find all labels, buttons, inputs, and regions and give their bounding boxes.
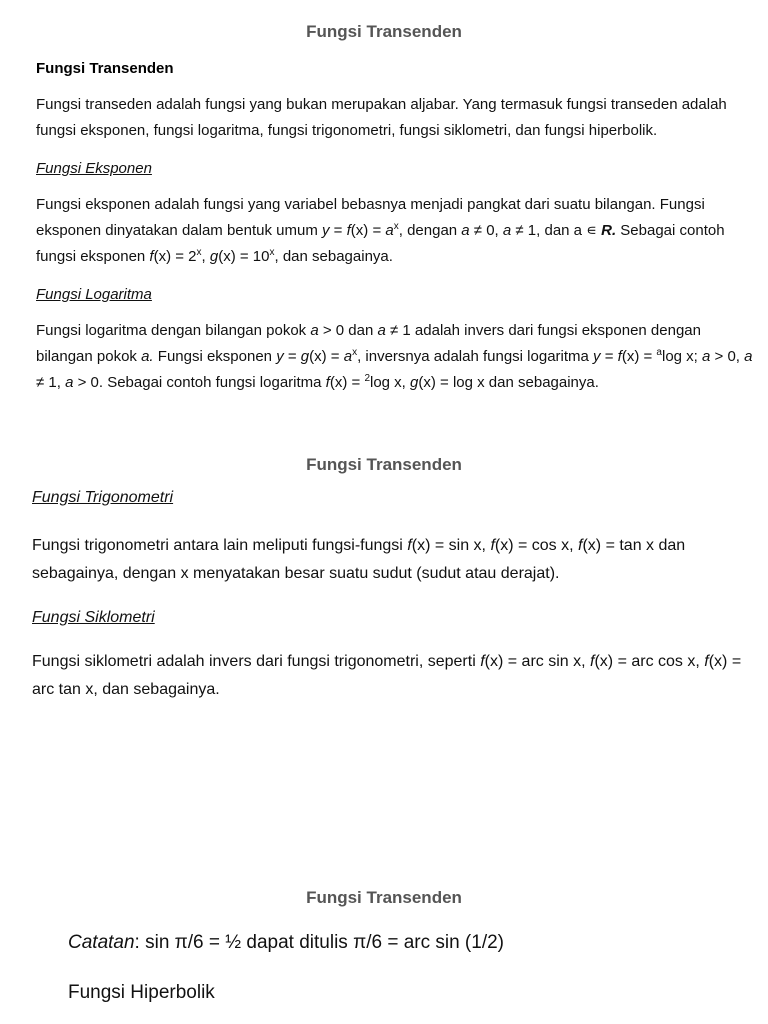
eksponen-subheading: Fungsi Eksponen (36, 160, 152, 177)
hiperbolik-heading: Fungsi Hiperbolik (68, 982, 215, 1003)
section-heading: Fungsi Transenden (36, 60, 174, 77)
intro-paragraph: Fungsi transeden adalah fungsi yang bukan merupakan aljabar. Yang termasuk fungsi transeden adalah fungsi eksponen, fungsi logaritma, fungsi trigonometri, fungsi siklometri, dan fungsi hiperbolik. (36, 96, 727, 139)
trigonometri-subheading: Fungsi Trigonometri (32, 489, 174, 506)
trigonometri-paragraph: Fungsi trigonometri antara lain meliputi fungsi-fungsi f(x) = sin x, f(x) = cos x, f(x) = tan x dan sebagainya, dengan x menyatakan besar suatu sudut (sudut atau derajat). (32, 537, 686, 582)
siklometri-paragraph: Fungsi siklometri adalah invers dari fungsi trigonometri, seperti f(x) = arc sin x, f(x) = arc cos x, f(x) = arc tan x, dan sebagainya. (32, 653, 742, 698)
logaritma-paragraph: Fungsi logaritma dengan bilangan pokok a > 0 dan a ≠ 1 adalah invers dari fungsi eksponen dengan bilangan pokok a. Fungsi eksponen $y = g(x) = a^x$, inversnya adalah fungsi logaritma y = f(x) = $^a$log x; a > 0, a ≠ 1, a > 0. Sebagai contoh fungsi logaritma f(x) = $^2$log x, g(x) = log x dan sebagainya. (36, 322, 753, 391)
siklometri-subheading: Fungsi Siklometri (32, 609, 155, 626)
slide-1-title: Fungsi Transenden (306, 22, 462, 41)
logaritma-subheading: Fungsi Logaritma (36, 286, 152, 303)
slide-2-title: Fungsi Transenden (306, 455, 462, 474)
slide-3-title: Fungsi Transenden (306, 888, 462, 907)
catatan-line: Catatan: sin π/6 = ½ dapat ditulis π/6 = arc sin (1/2) (68, 932, 504, 953)
eksponen-paragraph: Fungsi eksponen adalah fungsi yang variabel bebasnya menjadi pangkat dari suatu bilangan. Fungsi eksponen dinyatakan dalam bentuk umum $y = f(x) = a^x$, dengan a ≠ 0, a ≠ 1, dan a ∊ R. Sebagai contoh fungsi eksponen $f(x) = 2^x$, $g(x) = 10^x$, dan sebagainya. (36, 196, 725, 265)
